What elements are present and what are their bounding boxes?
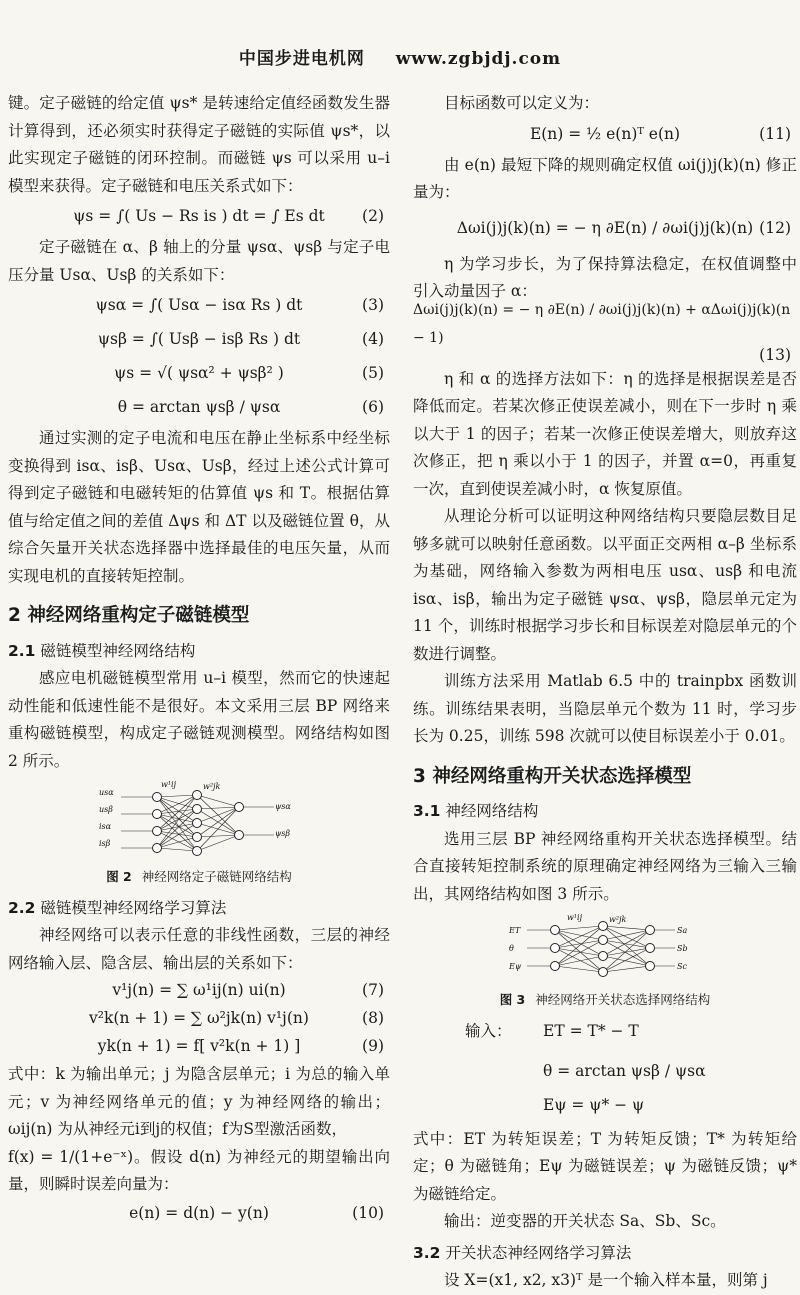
input-equation-1: 输入： ET = T* − T bbox=[465, 1021, 639, 1040]
paragraph: 定子磁链在 α、β 轴上的分量 ψsα、ψsβ 与定子电压分量 Usα、Usβ 的关系如下： bbox=[8, 238, 390, 284]
nn-node bbox=[153, 827, 162, 836]
figure-2-caption: 图 2 神经网络定子磁链网络结构 bbox=[106, 869, 292, 884]
fig2-output-label: ψsα bbox=[275, 802, 291, 811]
nn-connection bbox=[555, 930, 603, 940]
paragraph: 训练方法采用 Matlab 6.5 中的 trainpbx 函数训练。训练结果表明，当隐层单元个数为 11 时，学习步长为 0.25，训练 598 次就可以使目标误差小于 0.01。 bbox=[413, 672, 797, 745]
subsection-heading-3-1: 3.1 神经网络结构 bbox=[413, 802, 539, 820]
equation-6: θ = arctan ψsβ / ψsα (6) bbox=[117, 398, 384, 417]
nn-node bbox=[599, 952, 608, 961]
paragraph: 式中：k 为输出单元；j 为隐含层单元；i 为总的输入单元；v 为神经网络单元的值；y 为神经网络的输出；ωij(n) 为从神经元i到j的权值；f为S型激活函数， bbox=[8, 1065, 390, 1138]
paragraph: η 和 α 的选择方法如下：η 的选择是根据误差是否降低而定。若某次修正使误差减小，则在下一步时 η 乘以大于 1 的因子；若某一次修正使误差增大，则放弃这次修正，把 η 乘以小于 1 的因子，并置 α=0，再重复一次，直到使误差减小时，α 恢复原值。 bbox=[413, 369, 797, 498]
site-title: 中国步进电机网 bbox=[238, 49, 365, 69]
paragraph: 输出：逆变器的开关状态 Sa、Sb、Sc。 bbox=[444, 1212, 726, 1230]
nn-connection bbox=[603, 956, 650, 966]
nn-node bbox=[193, 791, 202, 800]
nn-node bbox=[193, 847, 202, 856]
nn-diagram-fig3 bbox=[505, 912, 705, 984]
paragraph: 选用三层 BP 神经网络重构开关状态选择模型。结合直接转矩控制系统的原理确定神经网络为三输入三输出，其网络结构如图 3 所示。 bbox=[413, 829, 797, 903]
fig2-input-label: isβ bbox=[99, 839, 111, 848]
subsection-heading-2-1: 2.1 磁链模型神经网络结构 bbox=[8, 641, 196, 660]
fig3-weight-label: w²jk bbox=[609, 915, 627, 924]
nn-node bbox=[551, 944, 560, 953]
subsection-heading-2-2: 2.2 磁链模型神经网络学习算法 bbox=[8, 898, 227, 917]
fig3-weight-label: w¹ij bbox=[567, 913, 583, 922]
equation-2: ψs = ∫( Us − Rs is ) dt = ∫ Es dt (2) bbox=[73, 207, 384, 226]
right-column bbox=[413, 90, 797, 1295]
nn-connection bbox=[197, 835, 239, 851]
nn-node bbox=[599, 968, 608, 977]
nn-connection bbox=[555, 966, 603, 972]
equation-7: v¹j(n) = ∑ ω¹ij(n) ui(n) (7) bbox=[112, 981, 384, 1000]
nn-node bbox=[153, 844, 162, 853]
fig2-input-label: usβ bbox=[99, 805, 113, 814]
fig2-input-label: usα bbox=[99, 788, 114, 797]
nn-connection bbox=[157, 795, 197, 797]
equation-13-number: (13) bbox=[759, 345, 791, 364]
fig3-input-label: Eψ bbox=[509, 962, 522, 971]
paragraph: 设 X=(x1, x2, x3)ᵀ 是一个输入样本量，则第 j bbox=[444, 1271, 768, 1289]
equation-12: Δωi(j)j(k)(n) = − η ∂E(n) / ∂ωi(j)j(k)(n) (12) bbox=[456, 218, 791, 237]
equation-11: E(n) = ½ e(n)ᵀ e(n) (11) bbox=[529, 124, 791, 143]
nn-node bbox=[193, 833, 202, 842]
fig3-input-label: ET bbox=[509, 926, 521, 935]
section-heading-2: 2 神经网络重构定子磁链模型 bbox=[8, 605, 250, 626]
equation-13: Δωi(j)j(k)(n) = − η ∂E(n) / ∂ωi(j)j(k)(n) + αΔωi(j)j(k)(n − 1) bbox=[413, 302, 791, 346]
paragraph: 通过实测的定子电流和电压在静止坐标系中经坐标变换得到 isα、isβ、Usα、Usβ，经过上述公式计算可得到定子磁链和电磁转矩的估算值 ψs 和 T。根据估算值与给定值之间的差值 Δψs 和 ΔT 以及磁链位置 θ，从综合矢量开关状态选择器中选择最佳的电压矢量，从而实现电机的直接转矩控制。 bbox=[8, 429, 390, 585]
nn-node bbox=[153, 810, 162, 819]
fig3-input-label: θ bbox=[509, 944, 514, 953]
nn-connection bbox=[157, 814, 197, 851]
nn-connection bbox=[603, 930, 650, 940]
paragraph: 从理论分析可以证明这种网络结构只要隐层数目足够多就可以映射任意函数。以平面正交两相 α–β 坐标系为基础，网络输入参数为两相电压 usα、usβ 和电流 isα、isβ，输出为定子磁链 ψsα、ψsβ，隐层单元定为 11 个，训练时根据学习步长和目标误差对隐层单元的个数进行调整。 bbox=[413, 507, 797, 663]
site-url: www.zgbjdj.com bbox=[395, 49, 562, 69]
nn-node bbox=[551, 926, 560, 935]
fig3-output-label: Sa bbox=[677, 926, 688, 935]
nn-node bbox=[646, 962, 655, 971]
nn-diagram-fig2 bbox=[99, 779, 299, 861]
nn-connection bbox=[555, 956, 603, 966]
nn-connection bbox=[603, 930, 650, 972]
paragraph: 神经网络可以表示任意的非线性函数，三层的神经网络输入层、隐含层、输出层的关系如下： bbox=[8, 926, 390, 972]
figure-3 bbox=[413, 912, 797, 984]
input-equation-3: Eψ = ψ* − ψ bbox=[543, 1095, 645, 1114]
nn-node bbox=[235, 803, 244, 812]
nn-node bbox=[193, 805, 202, 814]
paragraph: 键。定子磁链的给定值 ψs* 是转速给定值经函数发生器计算得到，还必须实时获得定子磁链的实际值 ψs*，以此实现定子磁链的闭环控制。而磁链 ψs 可以采用 u–i 模型来获得。定子磁链和电压关系式如下： bbox=[8, 94, 390, 195]
nn-connection bbox=[157, 848, 197, 851]
equation-4: ψsβ = ∫( Usβ − isβ Rs ) dt (4) bbox=[97, 330, 384, 349]
nn-node bbox=[193, 819, 202, 828]
left-column bbox=[8, 90, 390, 1229]
equation-3: ψsα = ∫( Usα − isα Rs ) dt (3) bbox=[95, 296, 384, 315]
input-equation-2: θ = arctan ψsβ / ψsα bbox=[543, 1061, 706, 1080]
paragraph: 感应电机磁链模型常用 u–i 模型，然而它的快速起动性能和低速性能不是很好。本文采用三层 BP 网络来重构磁链模型，构成定子磁链观测模型。网络结构如图 2 所示。 bbox=[8, 669, 390, 770]
nn-node bbox=[551, 962, 560, 971]
nn-node bbox=[599, 922, 608, 931]
nn-node bbox=[235, 831, 244, 840]
equation-9: yk(n + 1) = f[ v²k(n + 1) ] (9) bbox=[97, 1037, 384, 1056]
paragraph: 式中：ET 为转矩误差；T 为转矩反馈；T* 为转矩给定；θ 为磁链角；Eψ 为磁链误差；ψ 为磁链反馈；ψ* 为磁链给定。 bbox=[413, 1129, 797, 1203]
nn-connection bbox=[157, 795, 197, 814]
nn-node bbox=[153, 793, 162, 802]
fig2-input-label: isα bbox=[99, 822, 112, 831]
paragraph: η 为学习步长，为了保持算法稳定，在权值调整中引入动量因子 α： bbox=[413, 254, 797, 300]
fig3-output-label: Sb bbox=[677, 944, 688, 953]
nn-node bbox=[646, 926, 655, 935]
fig2-output-label: ψsβ bbox=[275, 829, 291, 838]
nn-connection bbox=[157, 809, 197, 848]
fig2-weight-label: w²jk bbox=[203, 782, 221, 791]
nn-connection bbox=[603, 966, 650, 972]
paragraph: 由 e(n) 最短下降的规则确定权值 ωi(j)j(k)(n) 修正量为： bbox=[413, 155, 797, 201]
fig3-output-label: Sc bbox=[677, 962, 687, 971]
figure-3-caption: 图 3 神经网络开关状态选择网络结构 bbox=[499, 992, 711, 1007]
nn-connection bbox=[197, 835, 239, 837]
page-header bbox=[0, 44, 800, 69]
equation-8: v²k(n + 1) = ∑ ω²jk(n) v¹j(n) (8) bbox=[89, 1009, 384, 1028]
nn-connection bbox=[555, 930, 603, 972]
equation-10: e(n) = d(n) − y(n) (10) bbox=[129, 1203, 384, 1222]
paragraph: f(x) = 1/(1+e⁻ˣ)。假设 d(n) 为神经元的期望输出向量，则瞬时误差向量为： bbox=[8, 1147, 390, 1193]
nn-connection bbox=[197, 807, 239, 837]
nn-connection bbox=[197, 807, 239, 823]
nn-node bbox=[646, 944, 655, 953]
subsection-heading-3-2: 3.2 开关状态神经网络学习算法 bbox=[413, 1243, 632, 1262]
nn-connection bbox=[197, 807, 239, 809]
nn-node bbox=[599, 936, 608, 945]
section-heading-3: 3 神经网络重构开关状态选择模型 bbox=[413, 765, 692, 787]
paragraph: 目标函数可以定义为： bbox=[444, 94, 600, 112]
nn-connection bbox=[157, 809, 197, 831]
fig2-weight-label: w¹ij bbox=[161, 780, 177, 789]
figure-2 bbox=[8, 779, 390, 861]
equation-5: ψs = √( ψsα² + ψsβ² ) (5) bbox=[114, 364, 384, 383]
